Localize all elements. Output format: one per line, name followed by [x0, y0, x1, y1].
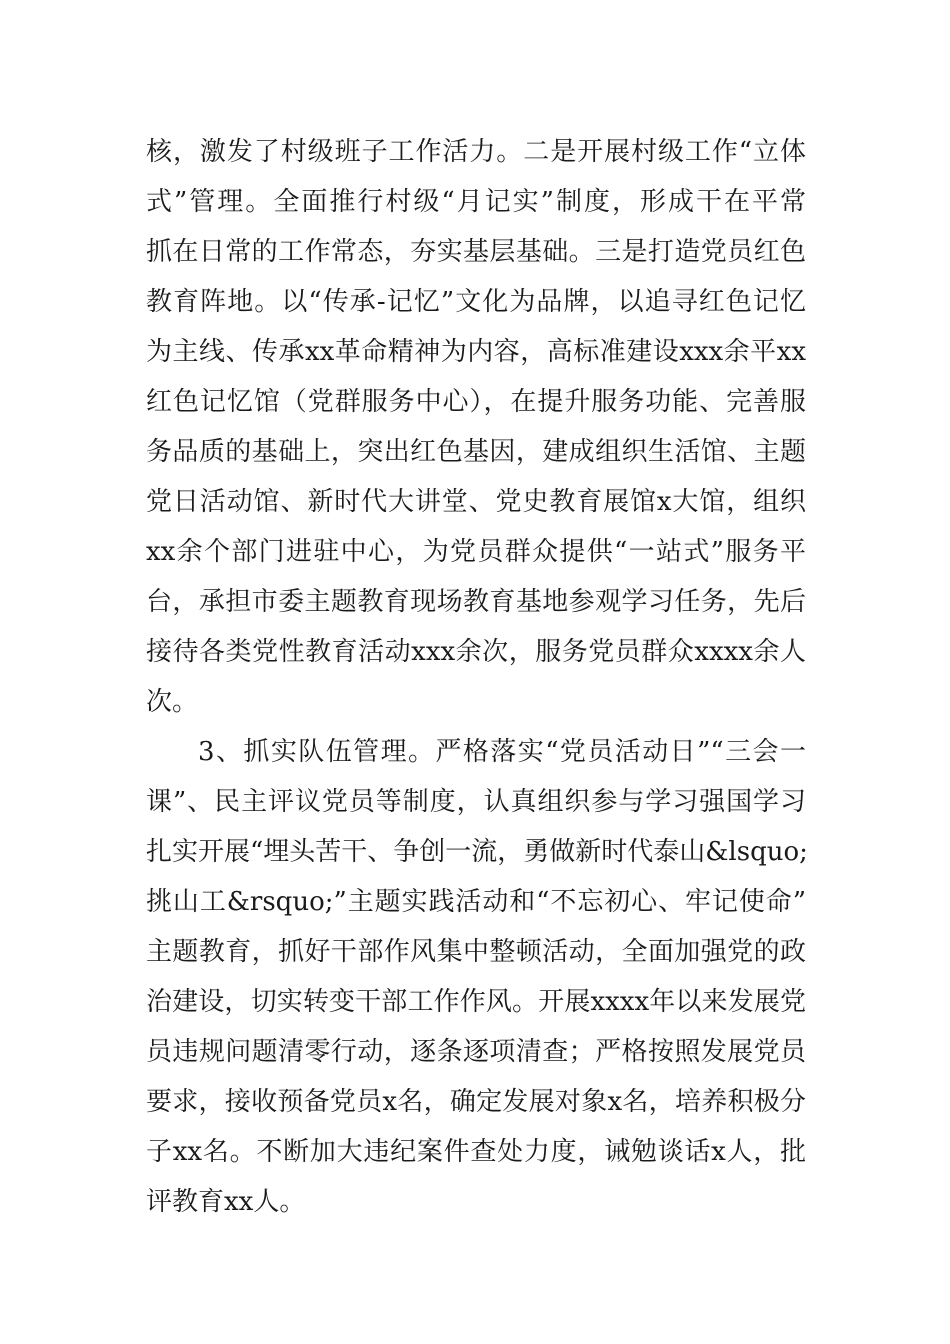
text-line: xx余个部门进驻中心，为党员群众提供“一站式”服务平 — [146, 537, 806, 567]
text-line: 为主线、传承xx革命精神为内容，高标准建设xxx余平xx — [146, 337, 806, 367]
text-line: 挑山工&rsquo;”主题实践活动和“不忘初心、牢记使命” — [146, 887, 806, 917]
text-line: 抓在日常的工作常态，夯实基层基础。三是打造党员红色 — [146, 237, 806, 267]
text-line: 务品质的基础上，突出红色基因，建成组织生活馆、主题 — [146, 437, 806, 467]
paragraph-heading-line: 3、抓实队伍管理。严格落实“党员活动日”“三会一 — [198, 737, 806, 767]
text-line: 教育阵地。以“传承-记忆”文化为品牌，以追寻红色记忆 — [146, 287, 806, 317]
text-line: 党日活动馆、新时代大讲堂、党史教育展馆x大馆，组织 — [146, 487, 806, 517]
text-line: 台，承担市委主题教育现场教育基地参观学习任务，先后 — [146, 587, 806, 617]
text-line: 扎实开展“埋头苦干、争创一流，勇做新时代泰山&lsquo; — [146, 837, 808, 867]
text-line: 评教育xx人。 — [146, 1187, 306, 1217]
text-line: 红色记忆馆（党群服务中心），在提升服务功能、完善服 — [146, 387, 806, 417]
text-line: 次。 — [146, 687, 199, 717]
text-line: 核，激发了村级班子工作活力。二是开展村级工作“立体 — [146, 137, 806, 167]
text-line: 接待各类党性教育活动xxx余次，服务党员群众xxxx余人 — [146, 637, 806, 667]
text-line: 员违规问题清零行动，逐条逐项清查；严格按照发展党员 — [146, 1037, 806, 1067]
text-line: 要求，接收预备党员x名，确定发展对象x名，培养积极分 — [146, 1087, 806, 1117]
text-line: 主题教育，抓好干部作风集中整顿活动，全面加强党的政 — [146, 937, 806, 967]
text-line: 课”、民主评议党员等制度，认真组织参与学习强国学习 — [146, 787, 806, 817]
text-line: 式”管理。全面推行村级“月记实”制度，形成干在平常 — [146, 187, 806, 217]
text-line: 治建设，切实转变干部工作作风。开展xxxx年以来发展党 — [146, 987, 806, 1017]
text-line: 子xx名。不断加大违纪案件查处力度，诫勉谈话x人，批 — [146, 1137, 806, 1167]
